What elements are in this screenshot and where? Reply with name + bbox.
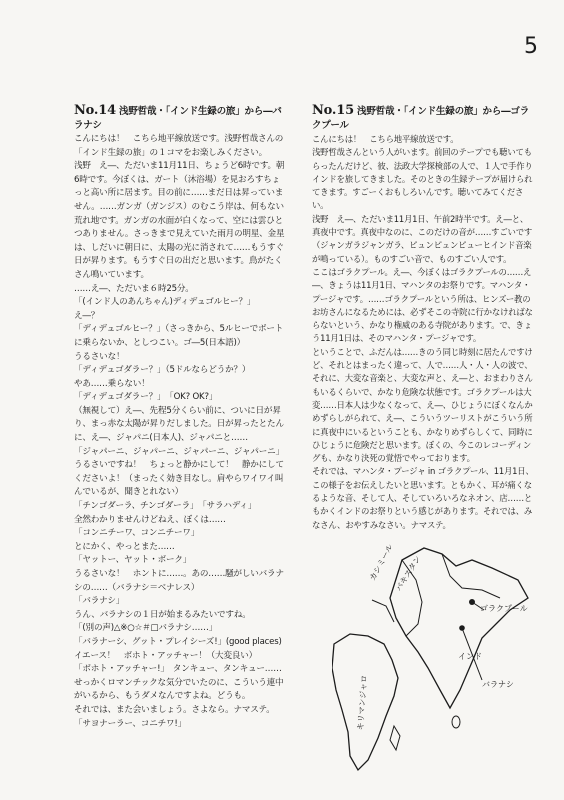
paragraph: 「コンニチーワ、コンニチーワ」 [74,528,200,539]
map-label-varanasi: バラナシ [482,680,514,689]
paragraph: やあ……乗らない！ [74,378,150,389]
paragraph: （無視して）え―、先程5分くらい前に、ついに日が昇り、まっ赤な太陽が昇りだしました。日が昇ったとたんに、え―、ジャパニ(日本人)、ジャパニと…… [74,405,284,444]
paragraph: とにかく、やっとまた…… [74,541,175,552]
paragraph: ここはゴラクプール。え―、今ぼくはゴラクプールの……え―、きょうは11月1日、マハンタのお祭りです。マハンタ・プージャです。……ゴラクプールという所は、ヒンズー教のお坊さんになるためには、必ずそこの寺院に行かなければならないという、かなり権威のある寺院があります。で、きょう11月1日は、そのマハンタ・プージャです。 [312,266,533,344]
paragraph: イエース！ ボホト・アッチャー！（大変良い） [74,650,258,661]
paragraph: ということで、ふだんは……きのう同じ時刻に居たんですけど、それとはまったく違って、人で……人・人・人の波で、それに、大変な音楽と、大変な声と、え―と、おまわりさんもいるくらいで、かなり危険な状態です。ゴラクプールは大変……日本人は少なくなって、え―、ひじょうにぼくなんかめずらしがられて、え―、こういうツーリストがこういう所に真夜中にいるということも、かなりめずらしくて、同時にひじょうに危険だと思います。ぼくの、今このレコーディングも、かなり決死の覚悟でやっております。 [312,346,533,464]
sri-lanka-outline [452,716,460,728]
article-title-right: 浅野哲哉・「インド生録の旅」から―ゴラクプール [312,106,530,131]
paragraph: 「バラナシ」 [74,596,125,607]
paragraph: 浅野 え―、ただいま11月1日、午前2時半です。え―と、真夜中です。真夜中なのに、このだけの音が……すごいです（ジャンガラジャンガラ、ピュンピュンピューヒインド音楽が鳴っている）。ものすごい音で、ものすごい人です。 [312,213,533,264]
map-label-india: インド [458,652,482,661]
map-label-kilimanjaro: キリマンジャロ [356,674,369,731]
paragraph: 「ディデュゴダラー？」（5ドルならどうか？） [74,365,251,376]
paragraph: うん、バラナシの１日が始まるみたいですね。 [74,609,251,620]
page-number: 5 [524,34,538,59]
paragraph: こんにちは！ こちら地平線放送です。浅野哲哉さんの「インド生録の旅」の１コマをお楽しみください。 [74,134,284,158]
paragraph: うるさいですね！ ちょっと静かにして！ 静かにしてくださいよ！（まったく効き目なし。肩やらワイワイ叫んでいるが、聞きとれない） [74,460,284,498]
paragraph: うるさいな！ [74,351,125,362]
article-body-left [74,133,288,731]
map-label-pakistan: パキスタン [394,554,423,593]
article-heading-right [312,104,534,133]
paragraph: 「(別の声)△※○☆＃□バラナシ……」 [74,623,217,634]
article-number-right: No.15 [312,103,354,118]
map-illustration [332,540,538,778]
paragraph: 「ヤットー、ヤット・ボーク」 [74,555,192,566]
article-number-left: No.14 [74,103,116,118]
map-label-gorakhpur: ゴラクプール [480,604,528,613]
paragraph: 「ボホト・アッチャー!」 タンキュー、タンキュー…… [74,664,282,675]
madagascar-outline [390,726,400,750]
map-label-kashmir: カシミール [368,542,395,583]
article-left [74,104,288,731]
paragraph: 「ディデュゴルヒー？」（さっきから、5ルヒーでボートに乗らないか、としつこい。ゴ―5(日本語)） [74,324,284,348]
paragraph: 浅野哲哉さんという人がいます。前回のテープでも聴いてもらったんだけど、彼、法政大学探検部の人で、１人で手作りインドを旅してきました。そのときの生録テープが届けられてきます。すごーくおもしろいんです。聴いてみてください。 [312,147,533,211]
paragraph: 「ディデュゴダラー？」 「OK? OK?」 [74,392,218,403]
article-body-right [312,133,534,532]
paragraph: 「(インド人のあんちゃん)ディデュゴルヒー？」 [74,297,256,308]
paragraph: ……え―、ただいま６時25分。 [74,283,194,294]
article-heading-left [74,104,288,133]
paragraph: それでは、マハンタ・プージャ in ゴラクプール、11月1日、この様子をお伝えしたいと思います。ともかく、耳が痛くなるような音、そして人、そしていろいろなネオン、店……ともかくインドのお祭りという感じがあります。それでは、みなさん、おやすみなさい。ナマステ。 [312,466,534,530]
arabian-coast [372,600,394,622]
paragraph: せっかくロマンチックな気分でいたのに、こういう連中がいるから、もうダメなんですよね。どうも。 [74,677,284,702]
article-right [312,104,534,532]
paragraph: え―？ [74,310,100,321]
paragraph: それでは、また会いましょう。さよなら。ナマステ。 [74,704,275,715]
paragraph: こんにちは！ こちら地平線放送です。 [312,134,459,144]
article-title-left: 浅野哲哉・「インド生録の旅」から―バラナシ [74,106,282,131]
paragraph: 全然わかりませんけどねえ、ぼくは…… [74,514,226,525]
paragraph: 浅野 え―、ただいま11月11日、ちょうど6時です。朝6時です。今ぼくは、ガート（沐浴場）を見おろすちょっと高い所に居ます。目の前に……まだ日は昇っていません。……ガンガ（ガンジス）のむこう岸は、何もない荒れ地です。ガンガの水面が白くなって、空には雲ひとつありません。さっきまで見えていた雨月の明星、金星は、しだいに朝日に、太陽の光に消されて……もうすぐ日が昇ります。もうすぐ日の出だと思います。鳥がたくさん鳴いています。 [74,161,285,280]
paragraph: 「サヨナーラー、コニチワ!」 [74,718,187,729]
paragraph: 「ジャパーニ、ジャパーニ、ジャパーニ、ジャパーニ」 [74,446,284,457]
paragraph: 「バラナーシ、グット・プレイシーズ!」(good places) [74,636,282,647]
paragraph: 「チンゴダーラ、チンゴダーラ」 「サラハディ」 [74,501,257,512]
paragraph: うるさいな！ ホントに……。あの……騒がしいバラナシの……（バラナシ＝ベナレス） [74,569,284,593]
map-drawing [332,540,538,778]
